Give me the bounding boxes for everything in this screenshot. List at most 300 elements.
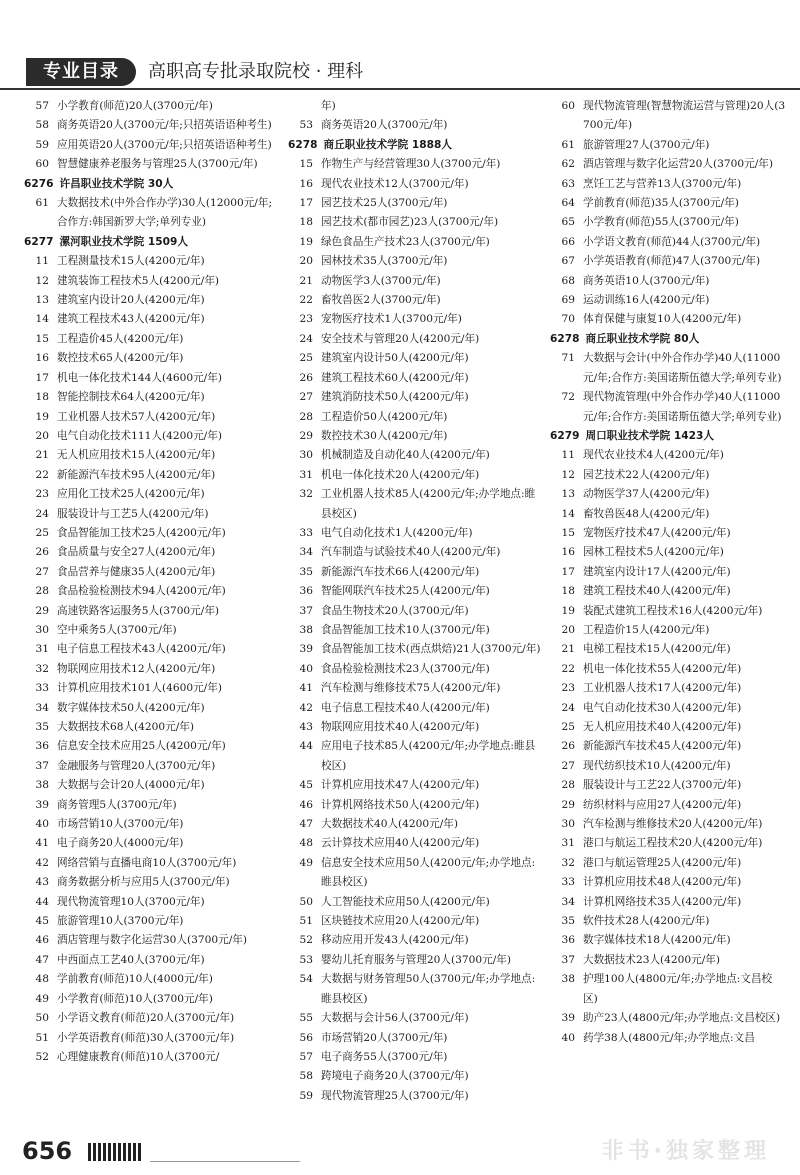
major-entry [24, 388, 276, 407]
major-entry [550, 815, 786, 834]
major-entry [550, 970, 786, 1009]
major-text: 现代物流管理(智慧物流运营与管理)20人(3700元/年) [583, 100, 786, 132]
major-entry [24, 466, 276, 485]
major-code: 13 [35, 294, 49, 307]
major-code: 38 [561, 973, 575, 986]
major-entry [24, 1009, 276, 1028]
major-entry [24, 563, 276, 582]
major-text: 小学教育(师范)10人(3700元/年) [57, 992, 213, 1005]
major-text: 运动训练16人(4200元/年) [583, 294, 710, 307]
major-code: 27 [35, 565, 49, 578]
major-text: 学前教育(师范)10人(4000元/年) [57, 973, 213, 986]
major-code: 12 [561, 468, 575, 481]
major-code: 19 [35, 410, 49, 423]
major-entry [550, 873, 786, 892]
major-code: 52 [35, 1050, 49, 1063]
major-code: 16 [299, 177, 313, 190]
major-code: 23 [561, 682, 575, 695]
major-code: 46 [299, 798, 313, 811]
major-text: 电气自动化技术30人(4200元/年) [583, 701, 742, 714]
major-entry [24, 718, 276, 737]
major-entry [288, 1087, 544, 1106]
major-entry [288, 951, 544, 970]
major-text: 大数据技术40人(4200元/年) [321, 818, 459, 831]
major-code: 71 [561, 352, 575, 365]
major-text: 食品检验检测技术23人(3700元/年) [321, 662, 490, 675]
major-text: 云计算技术应用40人(4200元/年) [321, 837, 480, 850]
major-text: 建筑工程技术40人(4200元/年) [583, 585, 731, 598]
major-code: 34 [299, 546, 313, 559]
major-entry [550, 737, 786, 756]
major-entry [24, 543, 276, 562]
major-text: 建筑工程技术60人(4200元/年) [321, 371, 469, 384]
major-text: 计算机应用技术101人(4600元/年) [57, 682, 222, 695]
major-text: 智能网联汽车技术25人(4200元/年) [321, 585, 490, 598]
major-text: 建筑室内设计50人(4200元/年) [321, 352, 469, 365]
major-code: 18 [561, 585, 575, 598]
major-text: 无人机应用技术15人(4200元/年) [57, 449, 216, 462]
major-code: 63 [561, 177, 575, 190]
major-text: 服装设计与工艺22人(3700元/年) [583, 779, 742, 792]
major-entry [24, 699, 276, 718]
major-entry [24, 834, 276, 853]
major-code: 35 [35, 721, 49, 733]
section-title: 高职高专批录取院校 · 理科 [148, 61, 364, 82]
major-entry [550, 446, 786, 465]
major-entry [288, 1067, 544, 1086]
major-code: 57 [299, 1050, 313, 1063]
major-code: 40 [299, 662, 313, 675]
major-entry [288, 718, 544, 737]
page-footer [0, 1125, 800, 1175]
major-entry [24, 602, 276, 621]
major-entry [24, 155, 276, 174]
major-text: 大数据与财务管理50人(3700元/年;办学地点:睢县校区) [321, 973, 536, 1005]
major-entry [288, 640, 544, 659]
major-text: 婴幼儿托育服务与管理20人(3700元/年) [321, 953, 511, 966]
major-text: 工程造价15人(4200元/年) [583, 623, 710, 636]
major-text: 商务数据分析与应用5人(3700元/年) [57, 876, 230, 889]
major-code: 37 [561, 953, 575, 966]
major-entry [288, 621, 544, 640]
major-text: 移动应用开发43人(4200元/年) [321, 934, 469, 947]
major-text: 机电一体化技术20人(4200元/年) [321, 468, 480, 481]
major-text: 应用化工技术25人(4200元/年) [57, 488, 205, 501]
major-entry [550, 485, 786, 504]
major-entry [24, 582, 276, 601]
major-text: 机械制造及自动化40人(4200元/年) [321, 449, 490, 462]
major-code: 15 [299, 158, 313, 171]
major-code: 22 [35, 468, 49, 481]
major-text: 大数据与会计20人(4000元/年) [57, 779, 205, 792]
major-text: 数字媒体技术18人(4200元/年) [583, 934, 731, 947]
major-text: 食品智能加工技术10人(3700元/年) [321, 623, 490, 636]
major-code: 54 [299, 973, 313, 986]
major-entry [550, 660, 786, 679]
major-text: 助产23人(4800元/年;办学地点:文昌校区) [583, 1012, 781, 1025]
major-code: 35 [561, 915, 575, 928]
major-code: 15 [35, 332, 49, 345]
major-code: 48 [299, 837, 313, 850]
major-entry [550, 854, 786, 873]
major-code: 58 [35, 119, 49, 132]
major-entry [24, 194, 276, 233]
major-text: 大数据与会计(中外合作办学)40人(11000元/年;合作方:美国诺斯伍德大学;单列专业) [583, 352, 782, 384]
major-entry [24, 931, 276, 950]
major-text: 大数据技术68人(4200元/年) [57, 721, 195, 733]
major-code: 33 [299, 526, 313, 539]
major-code: 32 [299, 488, 313, 501]
major-entry [288, 175, 544, 194]
major-code: 35 [299, 565, 313, 578]
major-code: 24 [35, 507, 49, 520]
major-code: 68 [561, 274, 575, 287]
major-text: 工业机器人技术57人(4200元/年) [57, 410, 216, 423]
major-entry [24, 737, 276, 756]
major-text: 大数据技术(中外合作办学)30人(12000元/年;合作方:韩国新罗大学;单列专业) [57, 197, 273, 229]
major-entry [550, 912, 786, 931]
major-text: 现代物流管理10人(3700元/年) [57, 895, 205, 908]
major-text: 现代农业技术4人(4200元/年) [583, 449, 724, 462]
major-entry [550, 233, 786, 252]
major-text: 数控技术30人(4200元/年) [321, 429, 448, 442]
major-code: 30 [561, 818, 575, 831]
major-text: 服装设计与工艺5人(4200元/年) [57, 507, 209, 520]
major-text: 智慧健康养老服务与管理25人(3700元/年) [57, 158, 258, 171]
major-code: 46 [35, 934, 49, 947]
major-entry [550, 621, 786, 640]
major-entry [24, 485, 276, 504]
major-text: 港口与航运管理25人(4200元/年) [583, 856, 742, 869]
major-entry [24, 136, 276, 155]
major-code: 17 [299, 197, 313, 210]
major-text: 作物生产与经营管理30人(3700元/年) [321, 158, 501, 171]
major-text: 动物医学3人(3700元/年) [321, 274, 441, 287]
major-code: 26 [35, 546, 49, 559]
major-text: 应用电子技术85人(4200元/年;办学地点:睢县校区) [321, 740, 536, 772]
major-entry [550, 388, 786, 427]
major-entry [24, 1029, 276, 1048]
major-code: 39 [35, 798, 49, 811]
school-code: 6278 [288, 138, 318, 151]
major-code: 31 [35, 643, 49, 656]
major-text: 高速铁路客运服务5人(3700元/年) [57, 604, 220, 617]
major-text: 信息安全技术应用50人(4200元/年;办学地点:睢县校区) [321, 856, 536, 889]
major-entry [24, 951, 276, 970]
major-text: 计算机网络技术50人(4200元/年) [321, 798, 480, 811]
major-code: 14 [561, 507, 575, 520]
major-text: 商务英语20人(3700元/年) [321, 119, 448, 132]
major-text: 商务英语10人(3700元/年) [583, 274, 710, 287]
major-entry [24, 446, 276, 465]
major-entry [550, 582, 786, 601]
major-text: 智能控制技术64人(4200元/年) [57, 391, 205, 404]
major-code: 72 [561, 391, 575, 404]
major-text: 工业机器人技术85人(4200元/年;办学地点:睢县校区) [321, 488, 536, 520]
column-3 [550, 97, 786, 1125]
major-text: 食品营养与健康35人(4200元/年) [57, 565, 216, 578]
major-text: 现代物流管理25人(3700元/年) [321, 1089, 469, 1102]
major-entry [550, 679, 786, 698]
major-code: 42 [35, 856, 49, 869]
major-entry [550, 194, 786, 213]
header-divider [0, 88, 800, 90]
major-text: 金融服务与管理20人(3700元/年) [57, 759, 216, 772]
major-text: 食品检验检测技术94人(4200元/年) [57, 585, 226, 598]
major-entry [550, 893, 786, 912]
major-code: 49 [35, 992, 49, 1005]
major-text: 工程测量技术15人(4200元/年) [57, 255, 205, 268]
major-entry [24, 330, 276, 349]
major-entry [288, 854, 544, 893]
major-text: 食品生物技术20人(3700元/年) [321, 604, 469, 617]
major-code: 65 [561, 216, 575, 229]
major-code: 31 [561, 837, 575, 850]
major-code: 36 [561, 934, 575, 947]
major-text: 电子信息工程技术43人(4200元/年) [57, 643, 226, 656]
major-entry [288, 737, 544, 776]
school-heading [24, 233, 276, 252]
major-entry [24, 970, 276, 989]
major-code: 33 [35, 682, 49, 695]
major-code: 24 [299, 332, 313, 345]
school-heading [288, 136, 544, 155]
entry-continuation: 年) [321, 100, 336, 112]
school-name: 许昌职业技术学院 30人 [59, 177, 174, 190]
major-text: 畜牧兽医2人(3700元/年) [321, 294, 441, 307]
major-entry [288, 427, 544, 446]
major-entry [24, 116, 276, 135]
major-entry [288, 213, 544, 232]
major-entry [288, 116, 544, 135]
major-entry [24, 893, 276, 912]
major-entry [24, 776, 276, 795]
major-text: 无人机应用技术40人(4200元/年) [583, 721, 742, 733]
major-entry [550, 543, 786, 562]
major-text: 机电一体化技术55人(4200元/年) [583, 662, 742, 675]
major-entry [550, 931, 786, 950]
major-entry [288, 1029, 544, 1048]
major-entry [288, 252, 544, 271]
major-text: 新能源汽车技术45人(4200元/年) [583, 740, 742, 753]
major-text: 建筑室内设计17人(4200元/年) [583, 565, 731, 578]
major-text: 软件技术28人(4200元/年) [583, 915, 710, 928]
major-text: 区块链技术应用20人(4200元/年) [321, 915, 480, 928]
column-2 [288, 97, 544, 1125]
major-entry [24, 524, 276, 543]
major-text: 装配式建筑工程技术16人(4200元/年) [583, 604, 763, 617]
major-entry [288, 931, 544, 950]
major-text: 汽车检测与维修技术75人(4200元/年) [321, 682, 501, 695]
major-text: 大数据技术23人(4200元/年) [583, 953, 721, 966]
major-entry [24, 854, 276, 873]
major-code: 25 [299, 352, 313, 365]
major-code: 26 [561, 740, 575, 753]
major-entry [550, 213, 786, 232]
major-text: 物联网应用技术12人(4200元/年) [57, 662, 216, 675]
major-entry [288, 563, 544, 582]
major-entry [24, 679, 276, 698]
major-text: 工业机器人技术17人(4200元/年) [583, 682, 742, 695]
major-code: 53 [299, 953, 313, 966]
major-code: 28 [35, 585, 49, 598]
major-code: 37 [35, 759, 49, 772]
major-code: 25 [35, 526, 49, 539]
major-code: 41 [35, 837, 49, 850]
major-entry [24, 990, 276, 1009]
major-code: 26 [299, 371, 313, 384]
major-entry [288, 602, 544, 621]
major-code: 25 [561, 721, 575, 733]
major-entry [288, 1009, 544, 1028]
major-entry [288, 1048, 544, 1067]
major-text: 网络营销与直播电商10人(3700元/年) [57, 856, 237, 869]
major-entry [550, 505, 786, 524]
major-text: 建筑工程技术43人(4200元/年) [57, 313, 205, 326]
major-text: 建筑装饰工程技术5人(4200元/年) [57, 274, 220, 287]
major-entry [288, 970, 544, 1009]
major-text: 园艺技术25人(3700元/年) [321, 197, 448, 210]
major-code: 21 [299, 274, 313, 287]
major-code: 64 [561, 197, 575, 210]
major-text: 畜牧兽医48人(4200元/年) [583, 507, 710, 520]
major-text: 动物医学37人(4200元/年) [583, 488, 710, 501]
major-code: 19 [299, 235, 313, 248]
major-code: 42 [299, 701, 313, 714]
major-code: 51 [299, 915, 313, 928]
major-code: 70 [561, 313, 575, 326]
major-entry [288, 466, 544, 485]
major-entry [550, 291, 786, 310]
major-code: 28 [299, 410, 313, 423]
major-text: 物联网应用技术40人(4200元/年) [321, 721, 480, 733]
major-text: 机电一体化技术144人(4600元/年) [57, 371, 222, 384]
major-text: 电子信息工程技术40人(4200元/年) [321, 701, 490, 714]
major-entry [24, 873, 276, 892]
major-entry [24, 97, 276, 116]
major-code: 47 [35, 953, 49, 966]
major-code: 13 [561, 488, 575, 501]
major-code: 38 [35, 779, 49, 792]
major-code: 48 [35, 973, 49, 986]
major-code: 40 [35, 818, 49, 831]
major-entry [550, 718, 786, 737]
major-text: 旅游管理27人(3700元/年) [583, 138, 710, 151]
major-entry [24, 349, 276, 368]
major-text: 应用英语20人(3700元/年;只招英语语种考生) [57, 138, 272, 151]
major-text: 小学语文教育(师范)44人(3700元/年) [583, 235, 761, 248]
major-text: 护理100人(4800元/年;办学地点:文昌校区) [583, 973, 773, 1005]
major-text: 小学教育(师范)55人(3700元/年) [583, 216, 739, 229]
major-code: 67 [561, 255, 575, 268]
major-text: 工程造价45人(4200元/年) [57, 332, 184, 345]
school-heading [24, 175, 276, 194]
major-code: 39 [299, 643, 313, 656]
major-entry [550, 640, 786, 659]
major-text: 建筑室内设计20人(4200元/年) [57, 294, 205, 307]
school-name: 商丘职业技术学院 80人 [585, 332, 700, 345]
major-code: 52 [299, 934, 313, 947]
major-entry [24, 291, 276, 310]
major-text: 新能源汽车技术95人(4200元/年) [57, 468, 216, 481]
major-entry [288, 388, 544, 407]
major-code: 18 [299, 216, 313, 229]
major-code: 37 [299, 604, 313, 617]
major-code: 23 [35, 488, 49, 501]
major-code: 20 [299, 255, 313, 268]
major-code: 57 [35, 100, 49, 112]
school-heading [550, 427, 786, 446]
major-code: 22 [299, 294, 313, 307]
major-code: 36 [299, 585, 313, 598]
major-text: 园艺技术22人(4200元/年) [583, 468, 710, 481]
major-entry [288, 776, 544, 795]
major-text: 工程造价50人(4200元/年) [321, 410, 448, 423]
major-code: 29 [299, 429, 313, 442]
major-text: 大数据与会计56人(3700元/年) [321, 1012, 469, 1025]
major-code: 59 [35, 138, 49, 151]
major-code: 14 [35, 313, 49, 326]
major-code: 56 [299, 1031, 313, 1044]
major-code: 18 [35, 391, 49, 404]
major-entry [288, 233, 544, 252]
major-code: 24 [561, 701, 575, 714]
major-entry [288, 893, 544, 912]
major-code: 41 [299, 682, 313, 695]
major-code: 21 [35, 449, 49, 462]
major-entry [288, 446, 544, 465]
major-entry [288, 524, 544, 543]
major-text: 纺织材料与应用27人(4200元/年) [583, 798, 742, 811]
major-code: 31 [299, 468, 313, 481]
major-text: 旅游管理10人(3700元/年) [57, 915, 184, 928]
major-text: 数控技术65人(4200元/年) [57, 352, 184, 365]
major-entry [288, 815, 544, 834]
major-entry [550, 796, 786, 815]
major-code: 28 [561, 779, 575, 792]
major-code: 12 [35, 274, 49, 287]
page-barcode-decoration [88, 1143, 142, 1161]
major-code: 16 [35, 352, 49, 365]
major-text: 计算机网络技术35人(4200元/年) [583, 895, 742, 908]
major-text: 新能源汽车技术66人(4200元/年) [321, 565, 480, 578]
school-code: 6276 [24, 177, 54, 190]
major-text: 烹饪工艺与营养13人(3700元/年) [583, 177, 742, 190]
major-text: 食品智能加工技术(西点烘焙)21人(3700元/年) [321, 643, 541, 656]
major-text: 商务英语20人(3700元/年;只招英语语种考生) [57, 119, 272, 132]
major-code: 20 [561, 623, 575, 636]
major-entry [550, 175, 786, 194]
major-entry [550, 563, 786, 582]
major-entry [550, 272, 786, 291]
major-code: 49 [299, 856, 313, 869]
major-entry [24, 252, 276, 271]
major-text: 宠物医疗技术47人(4200元/年) [583, 526, 731, 539]
major-entry [288, 699, 544, 718]
major-code: 53 [299, 119, 313, 132]
major-entry [550, 136, 786, 155]
major-entry [288, 349, 544, 368]
major-entry [550, 1009, 786, 1028]
major-text: 跨境电子商务20人(3700元/年) [321, 1070, 469, 1083]
major-entry [288, 155, 544, 174]
major-entry [288, 272, 544, 291]
major-entry [24, 912, 276, 931]
school-name: 周口职业技术学院 1423人 [585, 429, 715, 442]
major-text: 港口与航运工程技术20人(4200元/年) [583, 837, 763, 850]
major-text: 市场营销10人(3700元/年) [57, 818, 184, 831]
major-entry [24, 369, 276, 388]
